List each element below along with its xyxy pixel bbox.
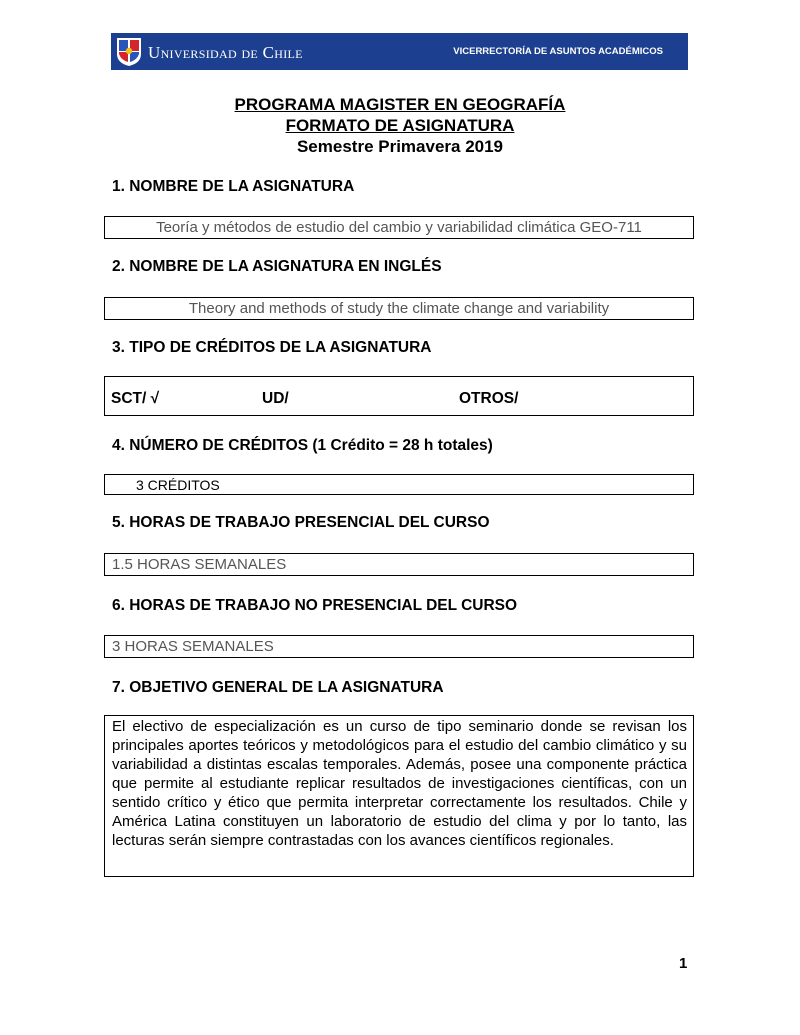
credits-value: 3 CRÉDITOS — [136, 477, 220, 493]
presential-hours-value: 1.5 HORAS SEMANALES — [112, 556, 287, 573]
section-4-heading: 4. NÚMERO DE CRÉDITOS (1 Crédito = 28 h totales) — [112, 437, 493, 454]
university-name: Universidad de Chile — [148, 43, 303, 62]
section-5-heading: 5. HORAS DE TRABAJO PRESENCIAL DEL CURSO — [112, 514, 490, 531]
section-7-heading: 7. OBJETIVO GENERAL DE LA ASIGNATURA — [112, 679, 444, 696]
section-6-box — [104, 635, 694, 658]
university-crest-icon — [115, 36, 143, 67]
format-title: FORMATO DE ASIGNATURA — [285, 116, 515, 135]
vicerrectoria-label: VICERRECTORÍA DE ASUNTOS ACADÉMICOS — [453, 46, 663, 57]
section-2-box — [104, 297, 694, 320]
credit-type-otros: OTROS/ — [459, 390, 519, 407]
section-4-box — [104, 474, 694, 495]
section-3-heading: 3. TIPO DE CRÉDITOS DE LA ASIGNATURA — [112, 339, 432, 356]
course-name-english-value: Theory and methods of study the climate change and variability — [188, 300, 610, 317]
program-title: PROGRAMA MAGISTER EN GEOGRAFÍA — [234, 95, 566, 114]
section-5-box — [104, 553, 694, 576]
header-banner — [111, 33, 688, 70]
credit-type-ud: UD/ — [262, 390, 289, 407]
course-name-value: Teoría y métodos de estudio del cambio y variabilidad climática GEO-711 — [156, 219, 642, 236]
section-7-box — [104, 715, 694, 877]
section-6-heading: 6. HORAS DE TRABAJO NO PRESENCIAL DEL CURSO — [112, 597, 518, 614]
page-number: 1 — [679, 955, 688, 972]
credit-type-sct: SCT/ √ — [111, 390, 160, 407]
general-objective-text: El electivo de especialización es un curso de tipo seminario donde se revisan los principales aportes teóricos y metodológicos para el estudio del cambio climático y su variabilidad a distintas escalas temporales. Además, posee una componente práctica que permite al estudiante replicar resultados de investigaciones científicas, con un sentido crítico y ético que permita interpretar correctamente los resultados. Chile y América Latina constituyen un laboratorio de estudio del clima y por lo tanto, las lecturas serán siempre contrastadas con los avances científicos regionales. — [112, 718, 687, 849]
semester-title: Semestre Primavera 2019 — [296, 137, 504, 156]
non-presential-hours-value: 3 HORAS SEMANALES — [112, 638, 274, 655]
section-1-box — [104, 216, 694, 239]
section-3-box — [104, 376, 694, 416]
section-1-heading: 1. NOMBRE DE LA ASIGNATURA — [112, 178, 355, 195]
section-2-heading: 2. NOMBRE DE LA ASIGNATURA EN INGLÉS — [112, 258, 442, 275]
